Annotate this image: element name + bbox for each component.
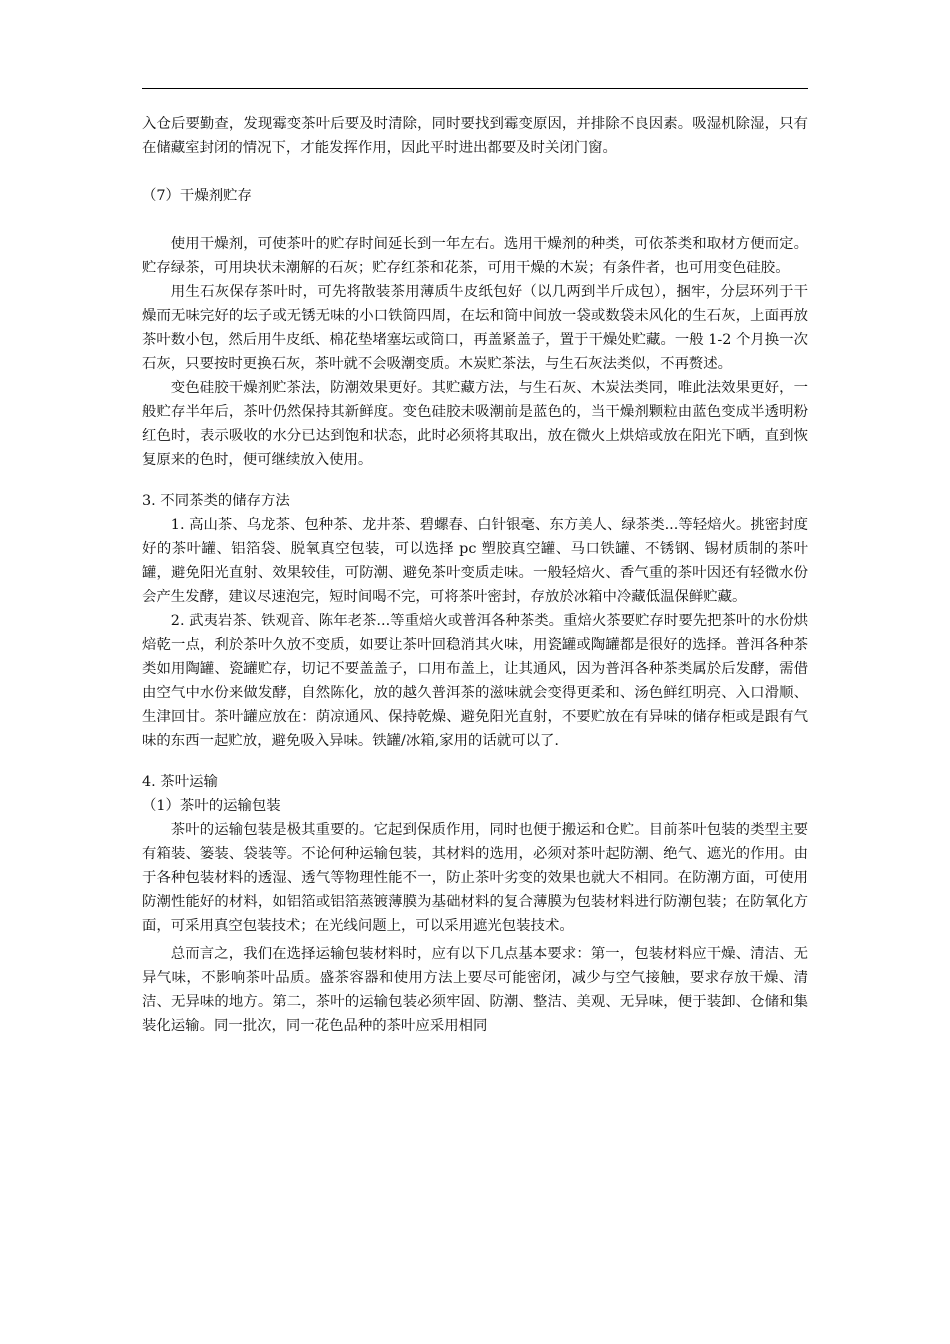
paragraph-quicklime: 用生石灰保存茶叶时，可先将散装茶用薄质牛皮纸包好（以几两到半斤成包），捆牢，分层环列于干燥而无味完好的坛子或无锈无味的小口铁筒四周，在坛和筒中间放一袋或数袋未风化的生石灰，上面再放茶叶数小包，然后用牛皮纸、棉花垫堵塞坛或筒口，再盖紧盖子，置于干燥处贮藏。一般 1-2 个月换一次石灰，只要按时更换石灰，茶叶就不会吸潮变质。木炭贮茶法，与生石灰法类似，不再赘述。 <box>142 284 808 372</box>
heading-tea-transport: 4. 茶叶运输 <box>142 774 218 790</box>
document-body <box>142 112 808 1038</box>
paragraph-packaging-requirements: 总而言之，我们在选择运输包装材料时，应有以下几点基本要求：第一，包装材料应干燥、清洁、无异气味，不影响茶叶品质。盛茶容器和使用方法上要尽可能密闭，减少与空气接触，要求存放干燥、清洁、无异味的地方。第二，茶叶的运输包装必须牢固、防潮、整洁、美观、无异味，便于装卸、仓储和集装化运输。同一批次，同一花色品种的茶叶应采用相同 <box>142 946 808 1034</box>
paragraph-desiccant-intro: 使用干燥剂，可使茶叶的贮存时间延长到一年左右。选用干燥剂的种类，可依茶类和取材方便而定。贮存绿茶，可用块状未潮解的石灰；贮存红茶和花茶，可用干燥的木炭；有条件者，也可用变色硅胶。 <box>142 236 808 276</box>
paragraph-light-roast: 1. 高山茶、乌龙茶、包种茶、龙井茶、碧螺春、白针银毫、东方美人、绿茶类...等轻焙火。挑密封度好的茶叶罐、铝箔袋、脱氧真空包装，可以选择 pc 塑胶真空罐、马口铁罐、不锈钢、锡材质制的茶叶罐，避免阳光直射、效果较佳，可防潮、避免茶叶变质走味。一般轻焙火、香气重的茶叶因还有轻微水份会产生发酵，建议尽速泡完，短时间喝不完，可将茶叶密封，存放於冰箱中冷藏低温保鲜贮藏。 <box>142 517 808 605</box>
heading-transport-packaging: （1）茶叶的运输包装 <box>142 798 281 814</box>
paragraph-silica-gel: 变色硅胶干燥剂贮茶法，防潮效果更好。其贮藏方法，与生石灰、木炭法类同，唯此法效果更好，一般贮存半年后，茶叶仍然保持其新鲜度。变色硅胶未吸潮前是蓝色的，当干燥剂颗粒由蓝色变成半透明粉红色时，表示吸收的水分已达到饱和状态，此时必须将其取出，放在微火上烘焙或放在阳光下晒，直到恢复原来的色时，便可继续放入使用。 <box>142 380 808 468</box>
header-rule <box>142 88 808 89</box>
paragraph-mold-inspection: 入仓后要勤查，发现霉变茶叶后要及时清除，同时要找到霉变原因，并排除不良因素。吸湿机除湿，只有在储藏室封闭的情况下，才能发挥作用，因此平时进出都要及时关闭门窗。 <box>142 116 808 156</box>
heading-storage-by-tea-type: 3. 不同茶类的储存方法 <box>142 493 290 509</box>
paragraph-heavy-roast: 2. 武夷岩茶、铁观音、陈年老茶...等重焙火或普洱各种茶类。重焙火茶要贮存时要先把茶叶的水份烘焙乾一点，利於茶叶久放不变质，如要让茶叶回稳消其火味，用瓷罐或陶罐都是很好的选择。普洱各种茶类如用陶罐、瓷罐贮存，切记不要盖盖子，口用布盖上，让其通风，因为普洱各种茶类属於后发酵，需借由空气中水份来做发酵，自然陈化，放的越久普洱茶的滋味就会变得更柔和、汤色鲜红明亮、入口滑顺、生津回甘。茶叶罐应放在：荫凉通风、保持乾燥、避免阳光直射，不要贮放在有异味的储存柜或是跟有气味的东西一起贮放，避免吸入异味。铁罐/冰箱,家用的话就可以了. <box>142 613 808 749</box>
paragraph-packaging-importance: 茶叶的运输包装是极其重要的。它起到保质作用，同时也便于搬运和仓贮。目前茶叶包装的类型主要有箱装、篓装、袋装等。不论何种运输包装，其材料的选用，必须对茶叶起防潮、绝气、遮光的作用。由于各种包装材料的透湿、透气等物理性能不一，防止茶叶劣变的效果也就大不相同。在防潮方面，可使用防潮性能好的材料，如铝箔或铝箔蒸镀薄膜为基础材料的复合薄膜为包装材料进行防潮包装；在防氧化方面，可采用真空包装技术；在光线问题上，可以采用遮光包装技术。 <box>142 822 808 934</box>
heading-desiccant-storage: （7）干燥剂贮存 <box>142 188 252 204</box>
